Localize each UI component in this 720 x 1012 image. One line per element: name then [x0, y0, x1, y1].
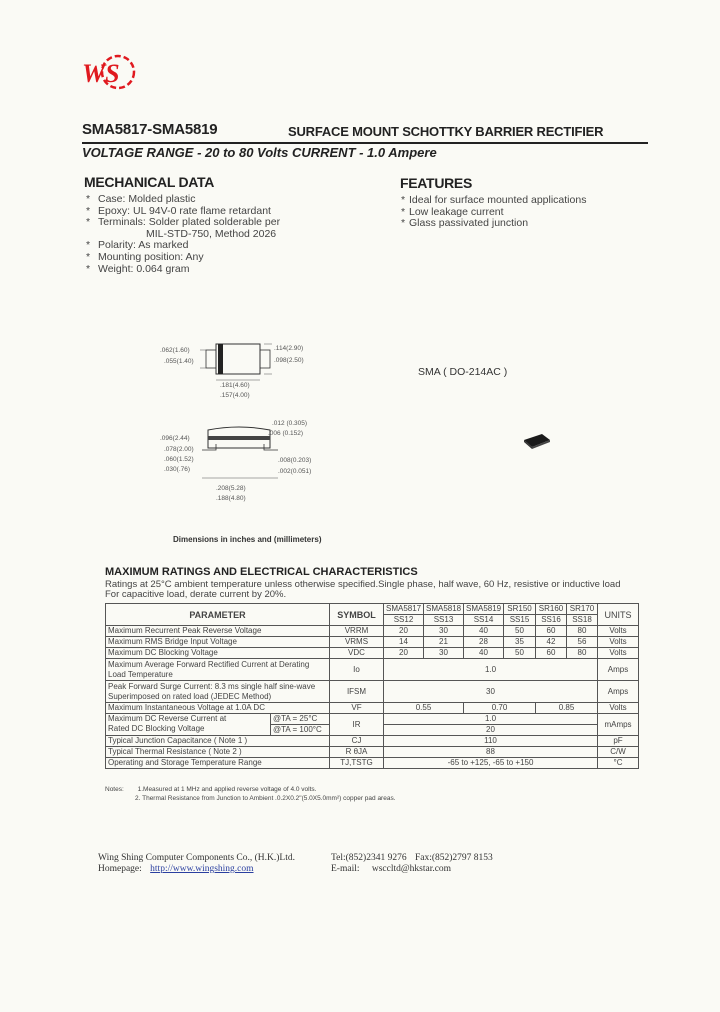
table-row: 20 — [106, 725, 639, 736]
dim-label: .008(0.203) — [278, 457, 312, 464]
package-label: SMA ( DO-214AC ) — [418, 366, 508, 378]
list-item: * Polarity: As marked — [86, 239, 189, 252]
tel: Tel:(852)2341 9276 — [331, 853, 407, 863]
header-cell: SMA5819 — [464, 604, 504, 615]
header-cell: SR170 — [567, 604, 598, 615]
header-cell: SMA5818 — [424, 604, 464, 615]
table-row: Typical Junction Capacitance ( Note 1 ) CJ 110 pF — [106, 736, 639, 747]
dim-label: .096(2.44) — [160, 435, 190, 442]
ratings-conditions — [105, 580, 645, 600]
sma-package-image — [522, 432, 552, 450]
mechanical-data-list — [86, 194, 280, 275]
header-cell: SYMBOL — [330, 604, 384, 626]
table-row: Peak Forward Surge Current: 8.3 ms single half sine-wave Superimposed on rated load (JEDEC Method) IFSM 30 Amps — [106, 681, 639, 703]
table-row: Maximum Recurrent Peak Reverse Voltage VRRM 20 30 40 50 60 80 Volts — [106, 626, 639, 637]
list-item: * Epoxy: UL 94V-0 rate flame retardant — [86, 204, 271, 217]
header-rule — [82, 142, 648, 144]
header-cell: SS14 — [464, 615, 504, 626]
table-row: Maximum Average Forward Rectified Current at Derating Load Temperature Io 1.0 Amps — [106, 659, 639, 681]
ratings-line: Ratings at 25°C ambient temperature unless otherwise specified.Single phase, half wave, 60 Hz, resistive or inductive load — [105, 579, 621, 590]
dim-label: .181(4.60) — [220, 382, 250, 389]
features-list — [401, 195, 586, 230]
list-item: * Mounting position: Any — [86, 250, 204, 263]
dim-label: .062(1.60) — [160, 347, 190, 354]
dim-label: .006 (0.152) — [268, 430, 304, 437]
header-cell: SR160 — [536, 604, 567, 615]
dim-label: .208(5.28) — [216, 485, 246, 492]
header-cell: SS16 — [536, 615, 567, 626]
logo-text: WS — [82, 59, 120, 88]
email-link[interactable]: wsccltd@hkstar.com — [371, 864, 452, 874]
header-cell: SS18 — [567, 615, 598, 626]
features-heading: FEATURES — [400, 175, 473, 191]
table-row: Operating and Storage Temperature Range TJ,TSTG -65 to +125, -65 to +150 °C — [106, 758, 639, 769]
voltage-current-line: VOLTAGE RANGE - 20 to 80 Volts CURRENT - 1.0 Ampere — [82, 145, 437, 160]
mechanical-data-heading: MECHANICAL DATA — [84, 174, 215, 190]
fax: Fax:(852)2797 8153 — [414, 853, 493, 863]
dim-label: .114(2.90) — [274, 345, 304, 352]
header-cell: SS13 — [424, 615, 464, 626]
dim-label: .002(0.051) — [278, 468, 312, 475]
header-cell: UNITS — [598, 604, 639, 626]
homepage — [98, 864, 254, 874]
dim-label: .012 (0.305) — [272, 420, 308, 427]
part-number: SMA5817-SMA5819 — [82, 121, 218, 138]
list-item: * Weight: 0.064 gram — [86, 262, 190, 275]
contact-phone — [331, 853, 493, 863]
ratings-heading: MAXIMUM RATINGS AND ELECTRICAL CHARACTERISTICS — [105, 566, 418, 578]
header-cell: SS15 — [504, 615, 536, 626]
table-row: Maximum DC Blocking Voltage VDC 20 30 40 50 60 80 Volts — [106, 648, 639, 659]
header-cell: PARAMETER — [106, 604, 330, 626]
table-row: Maximum Instantaneous Voltage at 1.0A DC VF 0.55 0.70 0.85 Volts — [106, 703, 639, 714]
table-row: Maximum DC Reverse Current at Rated DC Blocking Voltage @TA = 25°C @TA = 100°C IR 1.0 mAmps — [106, 714, 639, 725]
homepage-label: Homepage: — [98, 864, 142, 874]
dimensions-caption: Dimensions in inches and (millimeters) — [173, 535, 322, 544]
note-2: 2. Thermal Resistance from Junction to Ambient .0.2X0.2"(5.0X5.0mm²) copper pad areas. — [135, 795, 396, 802]
dim-label: .060(1.52) — [164, 456, 194, 463]
notes-label: Notes: — [105, 786, 124, 793]
product-subtitle: SURFACE MOUNT SCHOTTKY BARRIER RECTIFIER — [288, 124, 604, 139]
note-1: 1.Measured at 1 MHz and applied reverse voltage of 4.0 volts. — [137, 786, 317, 793]
table-row — [106, 604, 639, 615]
homepage-link[interactable]: http://www.wingshing.com — [150, 864, 254, 874]
package-dimension-drawing — [160, 330, 330, 510]
list-item: * Glass passivated junction — [401, 217, 529, 230]
ratings-line: For capacitive load, derate current by 20%. — [105, 589, 287, 600]
dim-label: .078(2.00) — [164, 446, 194, 453]
dim-label: .188(4.80) — [216, 495, 246, 502]
list-item: * Ideal for surface mounted applications — [401, 194, 587, 206]
list-item: * Terminals: Solder plated solderable per — [86, 216, 281, 229]
ratings-table — [105, 603, 639, 769]
contact-email — [331, 864, 451, 874]
header-cell: SS12 — [384, 615, 424, 626]
header-cell: SMA5817 — [384, 604, 424, 615]
table-notes — [105, 785, 396, 803]
ws-logo — [78, 52, 142, 92]
dim-label: .030(.76) — [164, 466, 191, 473]
dim-label: .098(2.50) — [274, 357, 304, 364]
list-item: * Case: Molded plastic — [86, 193, 196, 205]
list-item: MIL-STD-750, Method 2026 — [146, 227, 277, 240]
email-label: E-mail: — [331, 864, 360, 874]
table-row: Typical Thermal Resistance ( Note 2 ) R θJA 88 C/W — [106, 747, 639, 758]
header-cell: SR150 — [504, 604, 536, 615]
table-row: Maximum RMS Bridge Input Voltage VRMS 14 21 28 35 42 56 Volts — [106, 637, 639, 648]
list-item: * Low leakage current — [401, 205, 504, 218]
dim-label: .157(4.00) — [220, 392, 250, 399]
dim-label: .055(1.40) — [164, 358, 194, 365]
company-name: Wing Shing Computer Components Co., (H.K.)Ltd. — [98, 853, 295, 863]
